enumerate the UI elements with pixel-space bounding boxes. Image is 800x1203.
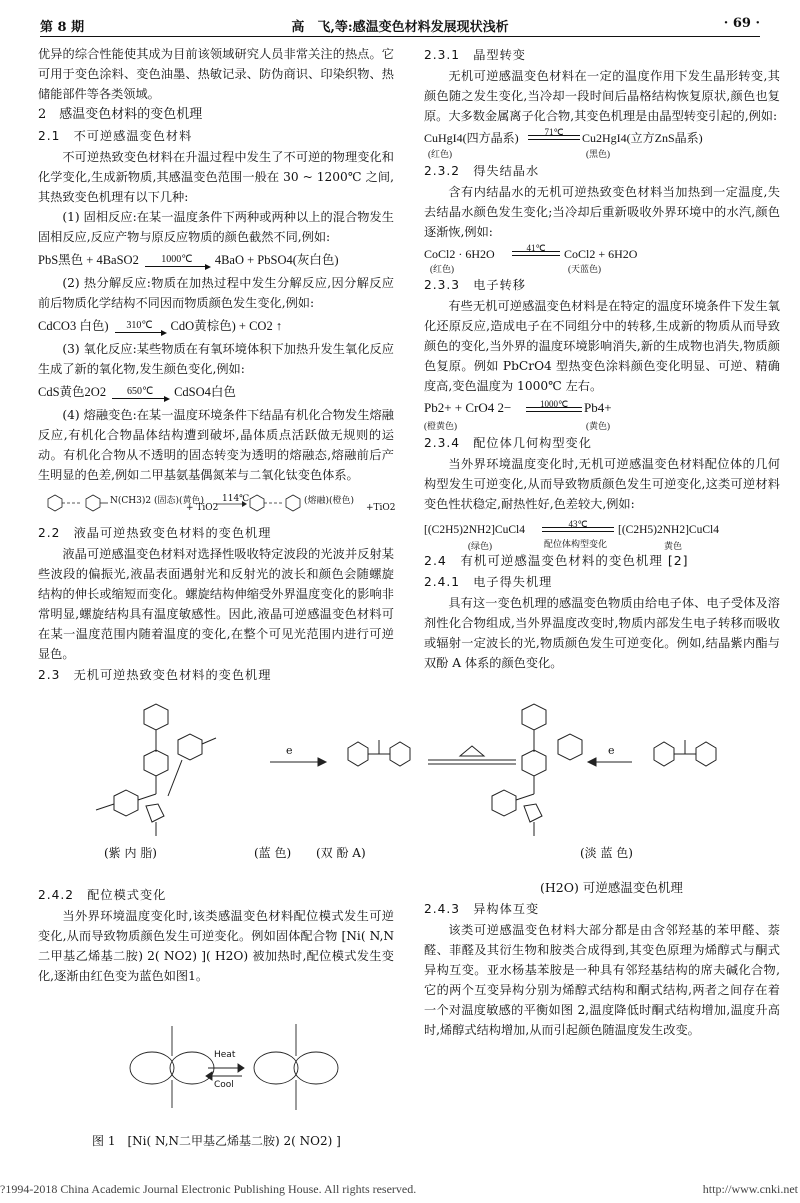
equation-2 (38, 315, 394, 337)
right-column (424, 44, 780, 673)
decomposition-paragraph: (2) 热分解反应:物质在加热过程中发生分解反应,因分解反应前后物质化学结构不同因而物质颜色发生变化,例如: (38, 276, 394, 310)
cvl-mechanism-figure (60, 700, 760, 868)
section-2-3-1-paragraph: 无机可逆感温变色材料在一定的温度作用下发生晶形转变,其颜色随之发生变化,当冷却一段时间后晶格结构恢复原状,颜色也复原。大多数金属离子化合物,其变色机理是由晶型转变引起的,例如: (424, 69, 780, 123)
eq1-arrow (145, 254, 209, 267)
page-number: · 69 · (723, 16, 760, 31)
section-2-3-2-paragraph: 含有内结晶水的无机可逆热致变色材料当加热到一定温度,失去结晶水颜色发生变化;当冷却后重新吸收外界环境中的水汽,颜色逐渐恢,例如: (424, 185, 780, 239)
eq6-condition: 41℃ (526, 243, 546, 253)
eq8-lhs: [(C2H5)2NH2]CuCl4 (424, 524, 525, 536)
section-2-3-2-heading: 2.3.2 得失结晶水 (424, 164, 540, 178)
eq6-lhs: CoCl2 · 6H2O (424, 247, 495, 261)
melting-paragraph: (4) 熔融变色:在某一温度环境条件下结晶有机化合物发生熔融反应,有机化合物晶体结构遭到破坏,晶体质点活跃做无规则的运动。有机化合物从不透明的固态转变为透明的熔融态,熔融前后产生明显的色差,例如二甲基氨基偶氮苯与二氧化钛变色体系。 (38, 408, 394, 482)
blue-label: (蓝 色) (254, 846, 292, 860)
intro-paragraph: 优异的综合性能使其成为目前该领域研究人员非常关注的热点。它可用于变色涂料、变色油墨、热敏记录、防伪商识、印染织物、热储能部件等各类领域。 (38, 47, 394, 101)
issue-number: 第 8 期 (40, 20, 85, 35)
arrow-e-label-right: e (608, 744, 615, 757)
eq5-condition: 71℃ (544, 127, 564, 137)
eq1-lhs: PbS黑色 + 4BaSO2 (38, 253, 139, 267)
eq4-tail: +TiO2 (366, 503, 396, 513)
section-2-4-heading: 2.4 有机可逆感温变色材料的变色机理 [2] (424, 553, 689, 568)
eq2-lhs: CdCO3 白色) (38, 319, 109, 333)
cvl-mechanism-structures (60, 700, 760, 868)
section-2-2-paragraph: 液晶可逆感温变色材料对选择性吸收特定波段的光波并反射某些波段的偏振光,液晶表面遇射光和反射光的波长和颜色会随螺旋结构的伸长或缩短而变化。螺旋结构伸缩受外界温度变化的影响非常明显,螺旋结构具有温度敏感性。因此,液晶可逆感温变色材料可在某一温度范围内随着温度的变化,在整个可见光范围内进行可逆显色。 (38, 547, 394, 661)
eq7-rhs-color: (黄色) (586, 421, 610, 431)
section-2-2-heading: 2.2 液晶可逆热致变色材料的变色机理 (38, 526, 272, 540)
eq6-arrow (512, 243, 560, 260)
eq5-arrow (528, 127, 580, 144)
arrow-e-label-left: e (286, 744, 293, 757)
eq8-condition: 43℃ (568, 519, 588, 529)
eq7-lhs-color: (橙黄色) (424, 421, 457, 431)
bpa-label: (双 酚 A) (316, 846, 366, 860)
cnki-link[interactable]: http://www.cnki.net (702, 1182, 798, 1196)
section-2-4-3-heading: 2.4.3 异构体互变 (424, 902, 540, 916)
eq3-arrow (112, 386, 168, 399)
left-column (38, 44, 394, 686)
fig1-cool-label: Cool (214, 1080, 234, 1090)
eq1-condition: 1000℃ (161, 253, 193, 265)
section-2-4-3-paragraph: 该类可逆感温变色材料大部分都是由含邻羟基的苯甲醛、萘醛、菲醛及其衍生物和胺类合成得到,其变色原理为烯醇式与酮式异构互变。亚水杨基苯胺是一种具有邻羟基结构的席夫碱化合物,它的两个互变异构分别为烯醇式结构和酮式结构,两者之间存在着一个对温度敏感的平衡如图 2,温度降低时酮式结构增加,温度升高时,烯醇式结构增加,从而引起颜色随温度发生改变。 (424, 923, 780, 1037)
eq4-condition: 114℃ (222, 494, 250, 504)
eq3-rhs: CdSO4白色 (174, 385, 236, 399)
eq6-lhs-color: (红色) (430, 264, 454, 274)
section-2-3-1-heading: 2.3.1 晶型转变 (424, 48, 526, 62)
eq1-rhs: 4BaO + PbSO4(灰白色) (214, 253, 339, 267)
eq2-rhs: CdO黄棕色) + CO2 ↑ (170, 319, 283, 333)
equation-7 (424, 396, 780, 432)
equation-5 (424, 126, 780, 160)
equation-1 (38, 249, 394, 271)
eq4-product-label: (熔融)(橙色) (304, 496, 355, 506)
eq7-lhs: Pb2+ + CrO4 2− (424, 400, 512, 415)
eq8-lhs-color: (绿色) (468, 541, 492, 551)
section-2-1-heading: 2.1 不可逆感温变色材料 (38, 129, 193, 143)
eq3-lhs: CdS黄色2O2 (38, 385, 107, 399)
equation-3 (38, 381, 394, 403)
cvl-label: (紫 内 脂) (104, 846, 157, 860)
eq5-lhs-color: (红色) (428, 149, 452, 159)
oxidation-paragraph: (3) 氧化反应:某些物质在有氧环境体积下加热升发生氧化反应生成了新的氧化物,发生颜色变化,例如: (38, 342, 394, 376)
eq8-rhs-color: 黄色 (664, 541, 683, 551)
eq2-arrow (115, 320, 165, 333)
ni-complex-structures (112, 1016, 352, 1116)
section-2-3-4-heading: 2.3.4 配位体几何构型变化 (424, 436, 592, 450)
eq7-condition: 1000℃ (539, 399, 569, 409)
section-2-3-heading: 2.3 无机可逆热致变色材料的变色机理 (38, 668, 272, 682)
ni-complex-figure (112, 1016, 352, 1116)
fig1-heat-label: Heat (214, 1050, 236, 1060)
page-footer (0, 1182, 800, 1200)
eq3-condition: 650℃ (126, 385, 154, 397)
eq5-rhs: Cu2HgI4(立方ZnS晶系) (582, 131, 703, 145)
eq7-rhs: Pb4+ (584, 400, 612, 415)
fig1-caption: 图 1 [Ni( N,N二甲基乙烯基二胺) 2( NO2) ] (92, 1134, 341, 1148)
eq6-rhs: CoCl2 + 6H2O (564, 247, 638, 261)
eq5-rhs-color: (黑色) (586, 149, 610, 159)
section-2-3-3-heading: 2.3.3 电子转移 (424, 278, 526, 292)
eq6-rhs-color: (天蓝色) (568, 264, 601, 274)
section-2-3-3-paragraph: 有些无机可逆感温变色材料是在特定的温度环境条件下发生氧化还原反应,造成电子在不同组分中的转移,生成新的物质从而导致颜色的变化,当外界的温度环境影响消失,新的生成物也消失,物质颜色复原。例如 PbCrO4 型热变色涂料颜色变化明显、可逆、精确度高,变色温度为 1000℃ 左右。 (424, 299, 780, 393)
bottom-left-column (38, 884, 394, 986)
eq7-arrow (526, 399, 582, 416)
solid-reaction-paragraph: (1) 固相反应:在某一温度条件下两种或两种以上的混合物发生固相反应,反应产物与原反应物质的颜色截然不同,例如: (38, 210, 394, 244)
running-title: 高 飞,等:感温变色材料发展现状浅析 (291, 20, 509, 35)
eq8-under: 配位体构型变化 (544, 539, 608, 549)
eq2-condition: 310℃ (126, 319, 153, 331)
bottom-right-column (424, 898, 780, 1040)
section-2-heading: 2 感温变色材料的变色机理 (38, 107, 203, 122)
page-header (40, 12, 760, 37)
section-2-3-4-paragraph: 当外界环境温度变化时,无机可逆感温变色材料配位体的几何构型发生可逆变化,从而导致物质颜色发生可逆变化,这类可逆材料变色性状稳定,耐热性好,色差较大,例如: (424, 457, 780, 511)
cvl-figure-caption: (H2O) 可逆感温变色机理 (540, 880, 683, 895)
section-2-4-1-paragraph: 具有这一变色机理的感温变色物质由给电子体、电子受体及溶剂性化合物组成,当外界温度改变时,物质内部发生电子转移而吸收或辐射一定波长的光,物质颜色发生可逆变化。例如,结晶紫内酯与双酚 A 体系的颜色变化。 (424, 596, 780, 670)
eq5-lhs: CuHgI4(四方晶系) (424, 131, 519, 145)
equation-4 (38, 489, 394, 519)
section-2-4-2-paragraph: 当外界环境温度变化时,该类感温变色材料配位模式发生可逆变化,从而导致物质颜色发生可逆变化。例如固体配合物 [Ni( N,N二甲基乙烯基二胺) 2( NO2) ]( H2O) 被加热时,配位模式发生变化,逐渐由红色变为蓝色如图1。 (38, 909, 394, 983)
eq4-plus: + TiO2 (186, 503, 219, 513)
light-blue-label: (淡 蓝 色) (580, 846, 633, 860)
copyright-notice: ?1994-2018 China Academic Journal Electronic Publishing House. All rights reserved. (0, 1182, 417, 1196)
eq8-rhs: [(C2H5)2NH2]CuCl4 (618, 524, 719, 536)
section-2-4-2-heading: 2.4.2 配位模式变化 (38, 888, 167, 902)
section-2-4-1-heading: 2.4.1 电子得失机理 (424, 575, 553, 589)
section-2-1-paragraph: 不可逆热致变色材料在升温过程中发生了不可逆的物理变化和化学变化,生成新物质,其感温变色范围一般在 30 ~ 1200℃ 之间,其热致变色机理有以下几种: (38, 150, 394, 204)
equation-8 (424, 514, 780, 550)
equation-6 (424, 242, 780, 274)
eq4-reactant-label: N(CH3)2 (固态)(黄色) (110, 496, 204, 506)
